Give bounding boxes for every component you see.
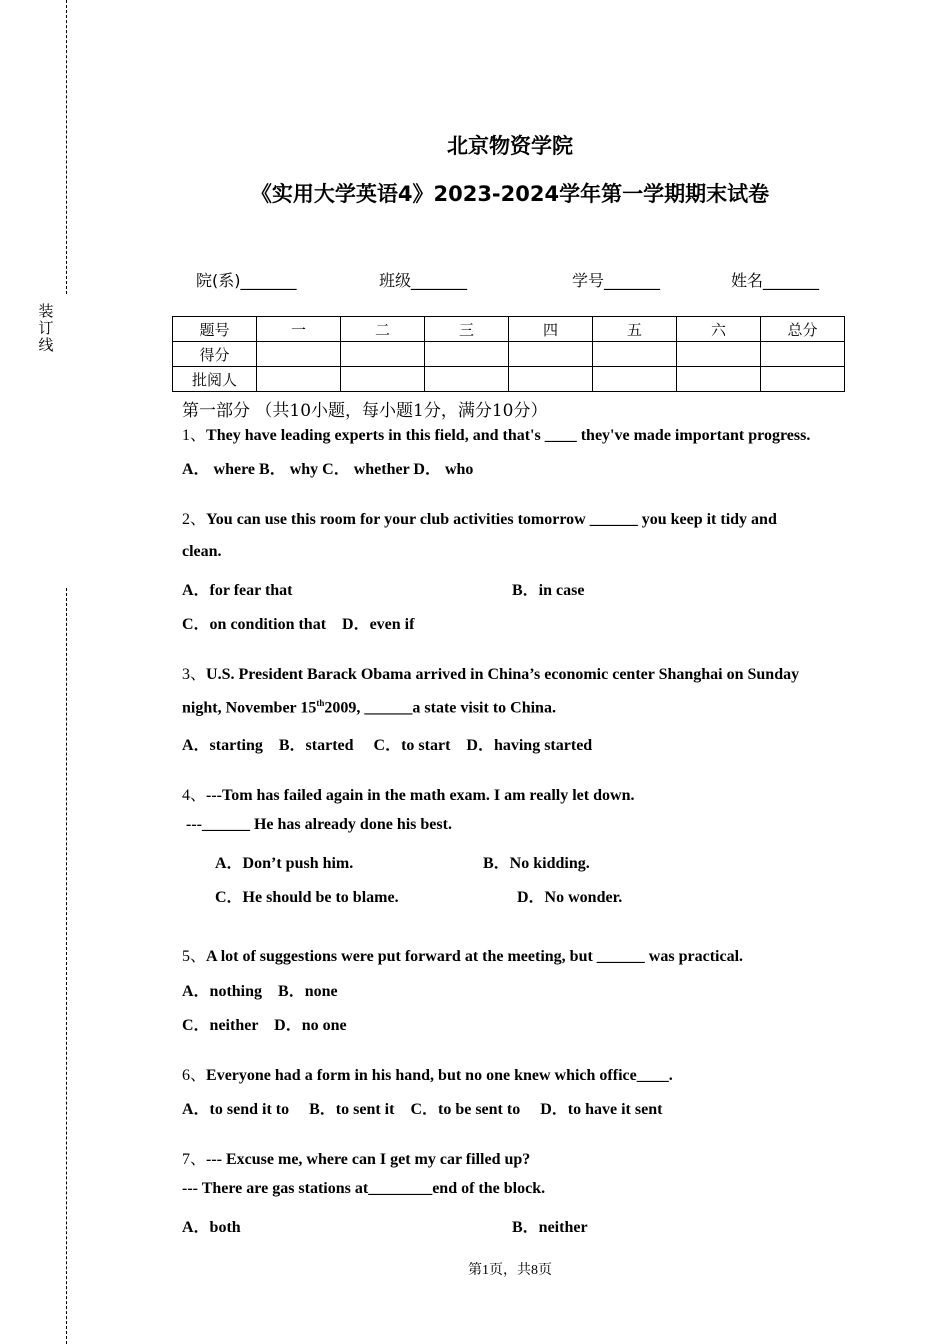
header-cell: 三 bbox=[425, 317, 509, 342]
question-number: 7、 bbox=[182, 1151, 207, 1168]
grader-cell bbox=[677, 367, 761, 392]
part-heading: 第一部分 （共10小题，每小题1分，满分10分） bbox=[182, 401, 548, 421]
row-label: 批阅人 bbox=[173, 367, 257, 392]
score-cell bbox=[257, 342, 341, 367]
question-number: 5、 bbox=[182, 948, 207, 965]
binding-label: 装 订 线 bbox=[38, 302, 54, 354]
option-a-b: A．nothing B．none bbox=[182, 983, 338, 1000]
question-text: Everyone had a form in his hand, but no one knew which office____. bbox=[206, 1067, 673, 1084]
option-c: C．He should be to blame. bbox=[215, 889, 399, 906]
header-cell: 一 bbox=[257, 317, 341, 342]
option-c-d: C．neither D．no one bbox=[182, 1017, 347, 1034]
question-3 bbox=[182, 661, 799, 684]
question-text: They have leading experts in this field, and that's ____ they've made important progress. bbox=[206, 427, 811, 444]
name-field: 姓名_______ bbox=[731, 271, 820, 290]
option-d: D．No wonder. bbox=[517, 889, 623, 906]
dept-field: 院(系)_______ bbox=[196, 271, 297, 290]
header-cell: 题号 bbox=[173, 317, 257, 342]
option-b: B．in case bbox=[512, 582, 585, 599]
question-7-cont: --- There are gas stations at________end of the block. bbox=[182, 1180, 546, 1197]
binding-line-bottom bbox=[66, 588, 67, 1344]
option-c-d: C．on condition that D．even if bbox=[182, 616, 415, 633]
question-text: You can use this room for your club activities tomorrow ______ you keep it tidy and bbox=[206, 511, 777, 528]
grader-cell bbox=[761, 367, 845, 392]
grader-cell bbox=[593, 367, 677, 392]
question-4-cont: ---______ He has already done his best. bbox=[186, 816, 452, 833]
question-7 bbox=[182, 1146, 530, 1169]
question-3-cont: night, November 15th2009, ______a state visit to China. bbox=[182, 698, 556, 717]
header-cell: 二 bbox=[341, 317, 425, 342]
question-4 bbox=[182, 782, 634, 805]
row-label: 得分 bbox=[173, 342, 257, 367]
grader-cell bbox=[257, 367, 341, 392]
page-footer: 第1页，共8页 bbox=[468, 1263, 552, 1278]
question-number: 2、 bbox=[182, 511, 207, 528]
score-cell bbox=[509, 342, 593, 367]
score-cell bbox=[425, 342, 509, 367]
header-cell: 四 bbox=[509, 317, 593, 342]
question-text: U.S. President Barack Obama arrived in China’s economic center Shanghai on Sunday bbox=[206, 666, 800, 683]
question-number: 3、 bbox=[182, 666, 207, 683]
school-name: 北京物资学院 bbox=[447, 134, 573, 158]
option-b: B．No kidding. bbox=[483, 855, 590, 872]
question-3-options: A．starting B．started C．to start D．having started bbox=[182, 737, 593, 754]
question-text: ---Tom has failed again in the math exam. I am really let down. bbox=[206, 787, 635, 804]
question-2-cont: clean. bbox=[182, 543, 222, 560]
question-text: A lot of suggestions were put forward at the meeting, but ______ was practical. bbox=[206, 948, 744, 965]
question-1-options: A． where B． why C． whether D． who bbox=[182, 461, 474, 478]
grader-cell bbox=[509, 367, 593, 392]
header-cell: 六 bbox=[677, 317, 761, 342]
grader-cell bbox=[341, 367, 425, 392]
score-row bbox=[173, 342, 845, 367]
score-cell bbox=[677, 342, 761, 367]
option-a: A．Don’t push him. bbox=[215, 855, 354, 872]
option-a: A．for fear that bbox=[182, 582, 293, 599]
question-number: 4、 bbox=[182, 787, 207, 804]
score-cell bbox=[761, 342, 845, 367]
header-cell: 五 bbox=[593, 317, 677, 342]
question-text: --- Excuse me, where can I get my car filled up? bbox=[206, 1151, 531, 1168]
score-cell bbox=[341, 342, 425, 367]
question-2 bbox=[182, 506, 777, 529]
header-cell: 总分 bbox=[761, 317, 845, 342]
grader-row bbox=[173, 367, 845, 392]
question-number: 1、 bbox=[182, 427, 207, 444]
score-table bbox=[172, 316, 845, 392]
grader-cell bbox=[425, 367, 509, 392]
question-5 bbox=[182, 943, 743, 966]
class-field: 班级_______ bbox=[379, 271, 468, 290]
score-cell bbox=[593, 342, 677, 367]
question-6-options: A．to send it to B．to sent it C．to be sent to D．to have it sent bbox=[182, 1101, 663, 1118]
option-a: A．both bbox=[182, 1219, 241, 1236]
question-number: 6、 bbox=[182, 1067, 207, 1084]
student-id-field: 学号_______ bbox=[572, 271, 661, 290]
score-table-header-row bbox=[173, 317, 845, 342]
exam-title: 《实用大学英语4》2023-2024学年第一学期期末试卷 bbox=[250, 182, 770, 206]
question-1 bbox=[182, 422, 810, 445]
option-b: B．neither bbox=[512, 1219, 588, 1236]
question-6 bbox=[182, 1062, 673, 1085]
